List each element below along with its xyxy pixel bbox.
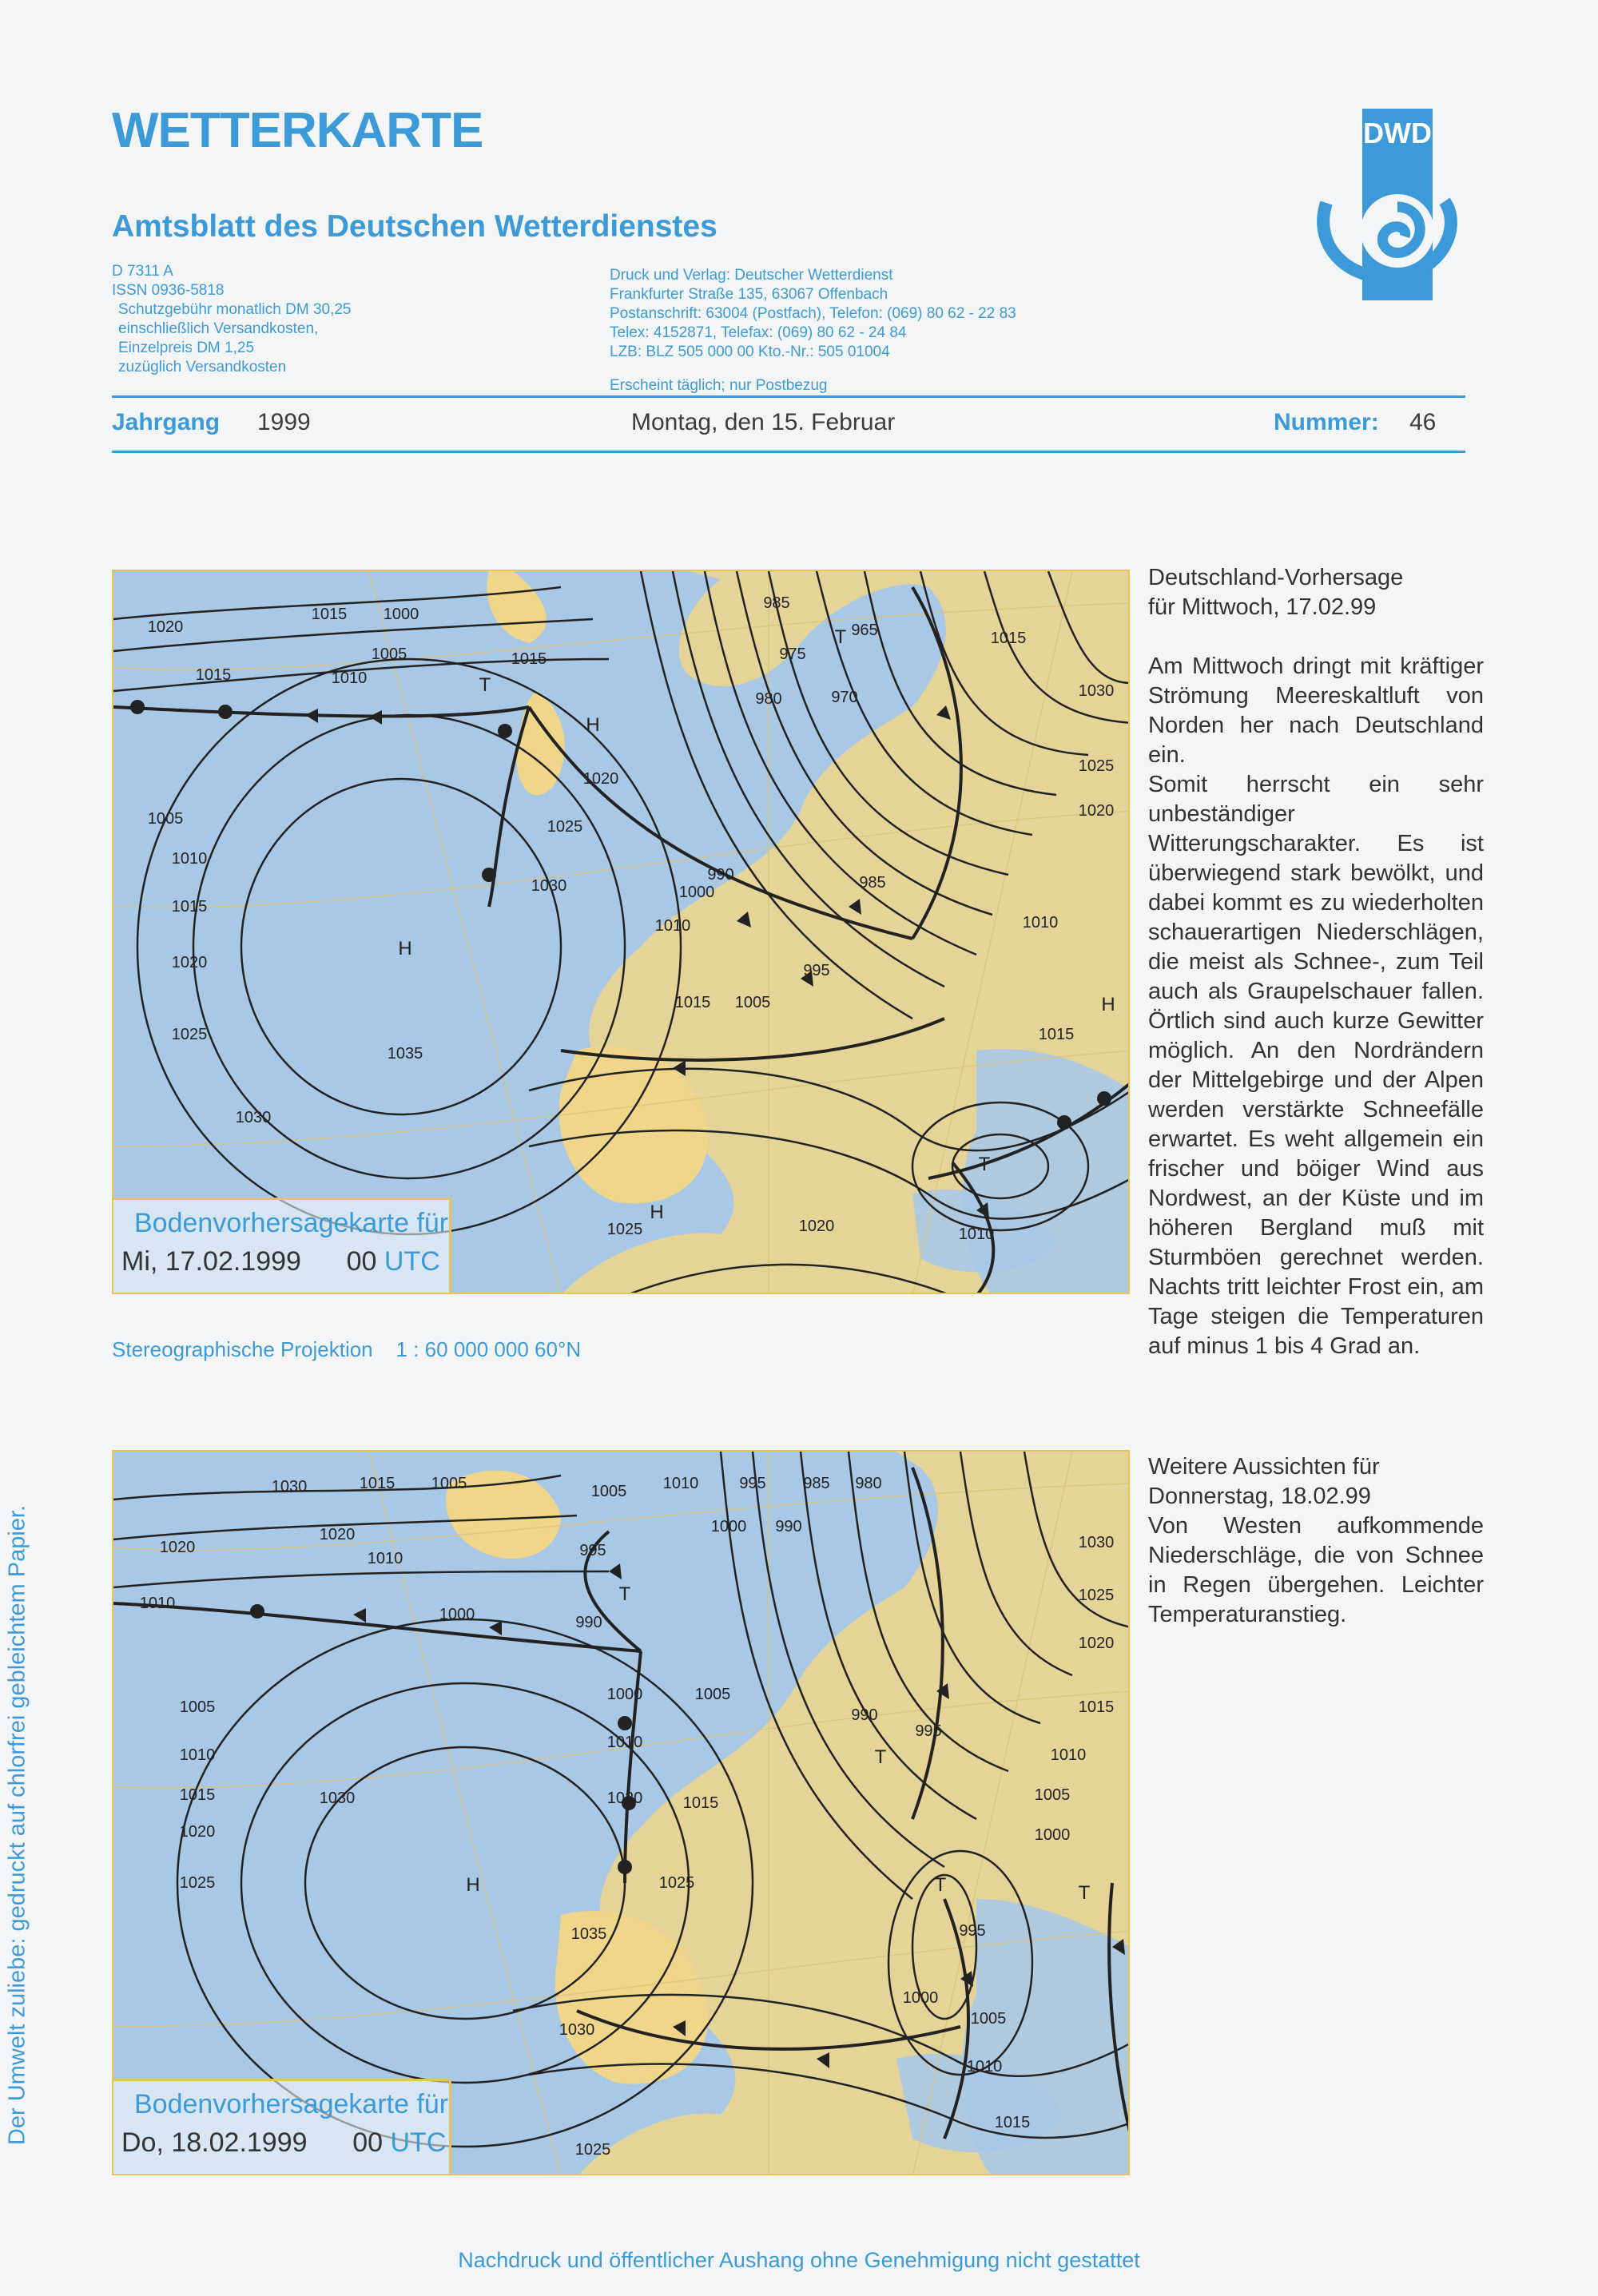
- isobar-label: 1005: [694, 1686, 731, 1703]
- isobar-label: 1025: [171, 1026, 208, 1043]
- isobar-label: 995: [803, 962, 830, 979]
- eco-paper-note: Der Umwelt zuliebe: gedruckt auf chlorfrei gebleichtem Papier.: [4, 1504, 30, 2146]
- projection-scale: 1 : 60 000 000 60°N: [396, 1337, 582, 1361]
- isobar-label: 985: [763, 594, 790, 612]
- isobar-label: 1015: [994, 2114, 1031, 2131]
- legend-utc: UTC: [384, 1246, 440, 1277]
- publisher-info: [610, 266, 1016, 395]
- nummer-value: 46: [1409, 409, 1437, 435]
- isobar-label: 1005: [970, 2010, 1007, 2028]
- publication-frequency: Erscheint täglich; nur Postbezug: [610, 377, 828, 394]
- reprint-notice: Nachdruck und öffentlicher Aushang ohne Genehmigung nicht gestattet: [458, 2248, 1140, 2272]
- isobar-label: 1015: [1038, 1026, 1075, 1043]
- isobar-label: 1005: [431, 1475, 467, 1492]
- pressure-high: H: [650, 1202, 664, 1223]
- isobar-label: 1030: [559, 2021, 595, 2039]
- isobar-label: 1010: [171, 850, 208, 868]
- pressure-low: T: [1078, 1882, 1091, 1904]
- fee-line: einschließlich Versandkosten,: [118, 320, 319, 337]
- isobar-label: 1020: [319, 1526, 356, 1543]
- isobar-label: 1010: [1050, 1746, 1087, 1764]
- page-title: WETTERKARTE: [112, 103, 483, 158]
- dwd-logo: [1302, 107, 1462, 307]
- isobar-label: 990: [851, 1706, 878, 1724]
- weather-map-1-drawing: [113, 571, 1130, 1294]
- legend-date: Mi, 17.02.1999: [121, 1246, 301, 1277]
- isobar-label: 1000: [606, 1686, 643, 1703]
- isobar-label: 1010: [662, 1475, 699, 1492]
- isobar-label: 1015: [990, 630, 1027, 647]
- isobar-label: 1020: [1078, 1635, 1115, 1652]
- isobar-label: 1025: [1078, 757, 1115, 775]
- isobar-label: 985: [859, 874, 886, 892]
- outlook-column: [1148, 1452, 1484, 1630]
- page-subtitle: Amtsblatt des Deutschen Wetterdienstes: [112, 209, 718, 244]
- isobar-label: 1010: [367, 1550, 403, 1567]
- map-legend-title: Bodenvorhersagekarte für: [134, 1208, 449, 1238]
- isobar-label: 1015: [682, 1794, 719, 1812]
- isobar-label: 1015: [359, 1475, 396, 1492]
- publication-code: D 7311 A: [112, 263, 173, 280]
- isobar-label: 1025: [179, 1874, 216, 1892]
- issue-date: Montag, den 15. Februar: [631, 409, 896, 435]
- legend-date: Do, 18.02.1999: [121, 2127, 308, 2158]
- isobar-label: 995: [915, 1722, 942, 1740]
- weather-map-2-drawing: [113, 1452, 1130, 2175]
- isobar-label: 1035: [387, 1045, 423, 1063]
- isobar-label: 1005: [734, 994, 771, 1011]
- isobar-label: 1025: [658, 1874, 695, 1892]
- isobar-label: 1005: [590, 1483, 627, 1500]
- pressure-low: T: [978, 1154, 991, 1175]
- outlook-paragraph: Von Westen aufkommende Niederschläge, die von Schnee in Regen übergehen. Leichter Temperaturanstieg.: [1148, 1513, 1484, 1627]
- isobar-label: 965: [851, 622, 878, 639]
- header-rule-top: [112, 395, 1465, 398]
- isobar-label: 1010: [606, 1734, 643, 1751]
- isobar-label: 1015: [171, 898, 208, 916]
- fee-line: zuzüglich Versandkosten: [118, 359, 287, 375]
- isobar-label: 1015: [674, 994, 711, 1011]
- isobar-label: 1020: [147, 618, 184, 636]
- legend-utc: UTC: [390, 2127, 447, 2158]
- isobar-label: 1025: [1078, 1587, 1115, 1604]
- isobar-label: 995: [579, 1542, 606, 1559]
- isobar-label: 1035: [570, 1925, 607, 1943]
- forecast-heading-date: für Mittwoch, 17.02.99: [1148, 594, 1377, 620]
- legend-time: 00: [346, 1246, 377, 1277]
- map-legend-1: [113, 1198, 451, 1293]
- isobar-label: 1030: [531, 877, 567, 895]
- publisher-line: Postanschrift: 63004 (Postfach), Telefon: (069) 80 62 - 22 83: [610, 305, 1016, 322]
- isobar-label: 1030: [271, 1478, 308, 1496]
- isobar-label: 990: [707, 866, 734, 884]
- isobar-label: 1005: [179, 1698, 216, 1716]
- isobar-label: 1025: [547, 818, 583, 836]
- isobar-label: 995: [959, 1922, 986, 1940]
- forecast-heading: Deutschland-Vorhersage: [1148, 565, 1404, 590]
- isobar-label: 1020: [171, 954, 208, 971]
- isobar-label: 1010: [139, 1595, 176, 1612]
- weather-map-1: [112, 570, 1130, 1294]
- isobar-label: 975: [779, 646, 806, 663]
- isobar-label: 1000: [678, 884, 715, 901]
- projection-text: Stereographische Projektion: [112, 1337, 373, 1361]
- nummer-label: Nummer:: [1274, 409, 1379, 435]
- pressure-high: H: [1101, 994, 1115, 1015]
- isobar-label: 1020: [582, 770, 619, 788]
- isobar-label: 980: [855, 1475, 882, 1492]
- pressure-high: H: [586, 714, 600, 736]
- map-legend-date: [121, 1246, 440, 1277]
- outlook-heading-date: Donnerstag, 18.02.99: [1148, 1484, 1371, 1509]
- isobar-label: 1015: [179, 1786, 216, 1804]
- pressure-high: H: [466, 1874, 480, 1896]
- publication-info: [112, 262, 352, 377]
- isobar-label: 1000: [902, 1989, 939, 2007]
- pressure-low: T: [874, 1746, 887, 1768]
- isobar-label: 1015: [195, 666, 232, 684]
- isobar-label: 1005: [1034, 1786, 1071, 1804]
- isobar-label: 1015: [1078, 1698, 1115, 1716]
- isobar-label: 1000: [710, 1518, 747, 1535]
- pressure-high: H: [398, 938, 412, 959]
- pressure-low: T: [934, 1874, 947, 1896]
- logo-text: DWD: [1363, 117, 1432, 149]
- jahrgang-label: Jahrgang: [112, 409, 221, 435]
- isobar-label: 1020: [179, 1823, 216, 1841]
- outlook-heading: Weitere Aussichten für: [1148, 1454, 1380, 1480]
- publisher-line: Frankfurter Straße 135, 63067 Offenbach: [610, 286, 888, 303]
- forecast-column: [1148, 563, 1484, 1361]
- publisher-line: Druck und Verlag: Deutscher Wetterdienst: [610, 267, 893, 284]
- fee-line: Einzelpreis DM 1,25: [118, 340, 255, 356]
- isobar-label: 1020: [606, 1790, 643, 1807]
- isobar-label: 1000: [383, 606, 419, 623]
- header-rule-bottom: [112, 451, 1465, 453]
- pressure-low: T: [618, 1583, 631, 1605]
- fee-line: Schutzgebühr monatlich DM 30,25: [118, 301, 352, 318]
- isobar-label: 1030: [235, 1109, 272, 1126]
- isobar-label: 995: [739, 1475, 766, 1492]
- forecast-paragraph: Somit herrscht ein sehr unbeständiger Witterungscharakter. Es ist überwiegend stark bewölkt, und dabei kommt es zu wiederholten schauerartigen Niederschlägen, die meist als Schnee-, zum Teil auch als Graupelschauer fallen. Örtlich sind auch kurze Gewitter möglich. An den Nordrändern der Mittelgebirge und der Alpen werden verstärkte Schneefälle erwartet. Es weht allgemein ein frischer und böiger Wind aus Nordwest, an der Küste und im höheren Bergland muß mit Sturmböen gerechnet werden. Nachts tritt leichter Frost ein, am Tage steigen die Temperaturen auf minus 1 bis 4 Grad an.: [1148, 772, 1484, 1359]
- legend-time: 00: [352, 2127, 384, 2158]
- isobar-label: 1015: [311, 606, 348, 623]
- isobar-label: 1010: [1022, 914, 1059, 932]
- map-legend-2: [113, 2079, 451, 2174]
- map-legend-date: [121, 2127, 446, 2159]
- pressure-low: T: [479, 674, 491, 696]
- isobar-label: 1030: [1078, 1534, 1115, 1551]
- isobar-label: 1020: [798, 1218, 835, 1235]
- isobar-label: 985: [803, 1475, 830, 1492]
- issn: ISSN 0936-5818: [112, 282, 225, 299]
- isobar-label: 1010: [958, 1225, 995, 1243]
- weather-map-2: [112, 1450, 1130, 2175]
- isobar-label: 1030: [1078, 682, 1115, 700]
- isobar-label: 1010: [179, 1746, 216, 1764]
- isobar-label: 1000: [439, 1606, 475, 1623]
- isobar-label: 980: [755, 690, 782, 708]
- isobar-label: 1010: [654, 917, 691, 935]
- isobar-label: 1015: [511, 650, 547, 668]
- pressure-low: T: [834, 626, 847, 648]
- isobar-label: 1010: [966, 2058, 1003, 2076]
- isobar-label: 1000: [1034, 1826, 1071, 1844]
- isobar-label: 970: [831, 689, 858, 706]
- isobar-label: 1020: [1078, 802, 1115, 820]
- map-legend-title: Bodenvorhersagekarte für: [134, 2089, 449, 2119]
- isobar-label: 1005: [371, 646, 407, 663]
- isobar-label: 990: [775, 1518, 802, 1535]
- publisher-line: Telex: 4152871, Telefax: (069) 80 62 - 24 84: [610, 324, 907, 341]
- isobar-label: 1030: [319, 1790, 356, 1807]
- isobar-label: 1025: [606, 1221, 643, 1238]
- publisher-line: LZB: BLZ 505 000 00 Kto.-Nr.: 505 01004: [610, 344, 890, 360]
- isobar-label: 990: [575, 1614, 602, 1631]
- isobar-label: 1025: [574, 2141, 611, 2159]
- isobar-label: 1010: [331, 669, 368, 687]
- jahrgang-value: 1999: [257, 409, 311, 435]
- isobar-label: 1005: [147, 810, 184, 828]
- isobar-label: 1020: [159, 1539, 196, 1556]
- forecast-paragraph: Am Mittwoch dringt mit kräftiger Strömung Meereskaltluft von Norden her nach Deutschland ein.: [1148, 653, 1484, 768]
- projection-note: [112, 1337, 581, 1362]
